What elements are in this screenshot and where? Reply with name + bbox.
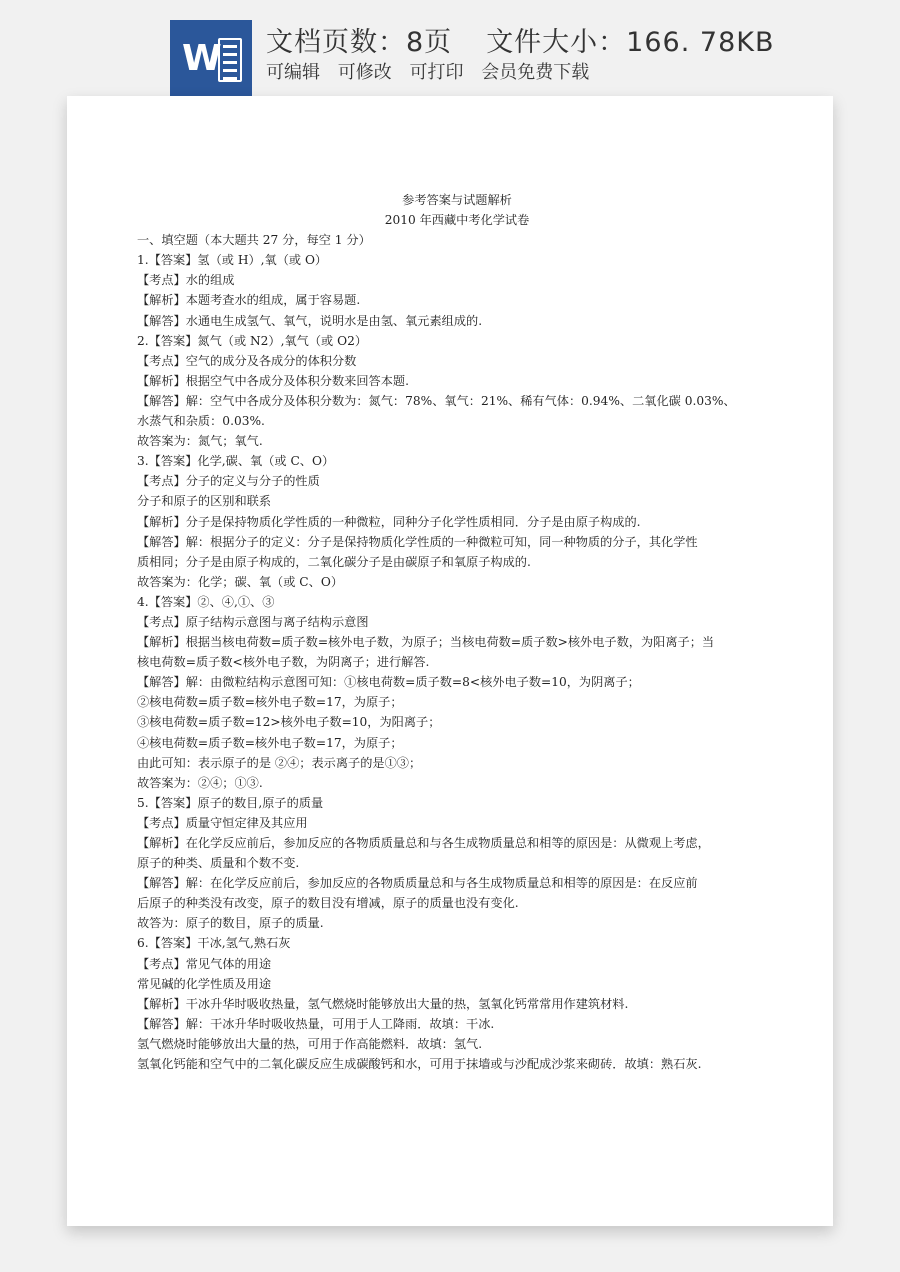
- text-line: ②核电荷数=质子数=核外电子数=17，为原子；: [137, 695, 403, 710]
- text-line: 3.【答案】化学,碳、氧（或 C、O）: [137, 454, 335, 469]
- text-line: 【考点】原子结构示意图与离子结构示意图: [137, 614, 369, 629]
- text-line: 【考点】水的组成: [137, 273, 235, 288]
- text-line: 故答为：原子的数目，原子的质量.: [137, 916, 324, 931]
- text-line: 【解析】根据当核电荷数=质子数=核外电子数，为原子；当核电荷数=质子数>核外电子数，为阳离子；当: [137, 635, 715, 650]
- feature-modifiable: 可修改: [337, 62, 392, 83]
- text-line: 【考点】常见气体的用途: [137, 956, 272, 971]
- text-line: 1.【答案】氢（或 H）,氧（或 O）: [137, 253, 328, 268]
- text-line: 【考点】质量守恒定律及其应用: [137, 815, 308, 830]
- text-line: 氢气燃烧时能够放出大量的热，可用于作高能燃料．故填：氢气.: [137, 1036, 483, 1051]
- text-line: 【解析】本题考查水的组成，属于容易题.: [137, 293, 361, 308]
- text-line: 【解析】根据空气中各成分及体积分数来回答本题.: [137, 373, 409, 388]
- word-icon-letter: W: [182, 38, 222, 79]
- text-line: 核电荷数=质子数<核外电子数，为阴离子；进行解答.: [137, 655, 430, 670]
- text-line: 2.【答案】氮气（或 N2）,氧气（或 O2）: [137, 333, 368, 348]
- text-line: 【考点】空气的成分及各成分的体积分数: [137, 353, 357, 368]
- feature-member-download: 会员免费下载: [481, 62, 590, 83]
- text-line: 分子和原子的区别和联系: [137, 494, 272, 509]
- text-line: 【解答】解：由微粒结构示意图可知：①核电荷数=质子数=8<核外电子数=10，为阴离子；: [137, 675, 640, 690]
- text-line: 常见碱的化学性质及用途: [137, 976, 272, 991]
- feature-editable: 可编辑: [266, 62, 320, 83]
- text-line: 由此可知：表示原子的是 ②④；表示离子的是①③；: [137, 755, 422, 770]
- text-line: 质相同；分子是由原子构成的，二氧化碳分子是由碳原子和氧原子构成的.: [137, 554, 531, 569]
- text-line: 后原子的种类没有改变，原子的数目没有增减，原子的质量也没有变化.: [137, 896, 519, 911]
- text-line: 原子的种类、质量和个数不变.: [137, 856, 300, 871]
- text-line: 【考点】分子的定义与分子的性质: [137, 474, 320, 489]
- text-line: 故答案为：化学；碳、氧（或 C、O）: [137, 574, 344, 589]
- feature-list: [266, 58, 601, 84]
- document-page: [67, 96, 833, 1226]
- text-line: ③核电荷数=质子数=12>核外电子数=10，为阳离子；: [137, 715, 441, 730]
- text-line: 一、填空题（本大题共 27 分，每空 1 分）: [137, 233, 371, 248]
- text-line: ④核电荷数=质子数=核外电子数=17，为原子；: [137, 735, 403, 750]
- text-line: 6.【答案】干冰,氢气,熟石灰: [137, 936, 291, 951]
- text-line: 【解答】解：根据分子的定义：分子是保持物质化学性质的一种微粒可知，同一种物质的分子，其化学性: [137, 534, 698, 549]
- text-line: 【解答】解：干冰升华时吸收热量，可用于人工降雨．故填：干冰.: [137, 1016, 495, 1031]
- text-line: 【解析】在化学反应前后，参加反应的各物质质量总和与各生成物质量总和相等的原因是：从微观上考虑，: [137, 836, 710, 850]
- text-line: 【解析】分子是保持物质化学性质的一种微粒，同种分子化学性质相同．分子是由原子构成的.: [137, 514, 641, 529]
- text-line: 【解析】干冰升华时吸收热量，氢气燃烧时能够放出大量的热，氢氧化钙常常用作建筑材料.: [137, 996, 629, 1011]
- text-line: 故答案为：氮气；氧气.: [137, 434, 263, 449]
- text-line: 5.【答案】原子的数目,原子的质量: [137, 795, 324, 810]
- text-line: 故答案为：②④；①③.: [137, 775, 263, 790]
- file-stats: [266, 20, 774, 59]
- file-size: 文件大小：166. 78KB: [486, 27, 775, 58]
- text-line: 【解答】解：在化学反应前后，参加反应的各物质质量总和与各生成物质量总和相等的原因是：在反应前: [137, 876, 698, 891]
- word-document-icon: [170, 20, 252, 98]
- document-body: [137, 190, 777, 1074]
- document-subtitle: 2010 年西藏中考化学试卷: [384, 213, 530, 228]
- document-title: 参考答案与试题解析: [402, 193, 512, 207]
- text-line: 【解答】水通电生成氢气、氧气，说明水是由氢、氧元素组成的.: [137, 313, 483, 328]
- text-line: 4.【答案】②、④,①、③: [137, 594, 275, 609]
- file-info-header: [0, 0, 900, 96]
- text-line: 【解答】解：空气中各成分及体积分数为：氮气：78%、氧气：21%、稀有气体：0.94%、二氧化碳 0.03%、: [137, 393, 736, 408]
- page-count: 文档页数：8页: [266, 27, 453, 58]
- feature-printable: 可打印: [409, 62, 464, 83]
- document-lines-icon: [218, 38, 242, 82]
- text-line: 氢氧化钙能和空气中的二氧化碳反应生成碳酸钙和水，可用于抹墙或与沙配成沙浆来砌砖．故填：熟石灰.: [137, 1057, 702, 1072]
- text-line: 水蒸气和杂质：0.03%.: [137, 414, 265, 429]
